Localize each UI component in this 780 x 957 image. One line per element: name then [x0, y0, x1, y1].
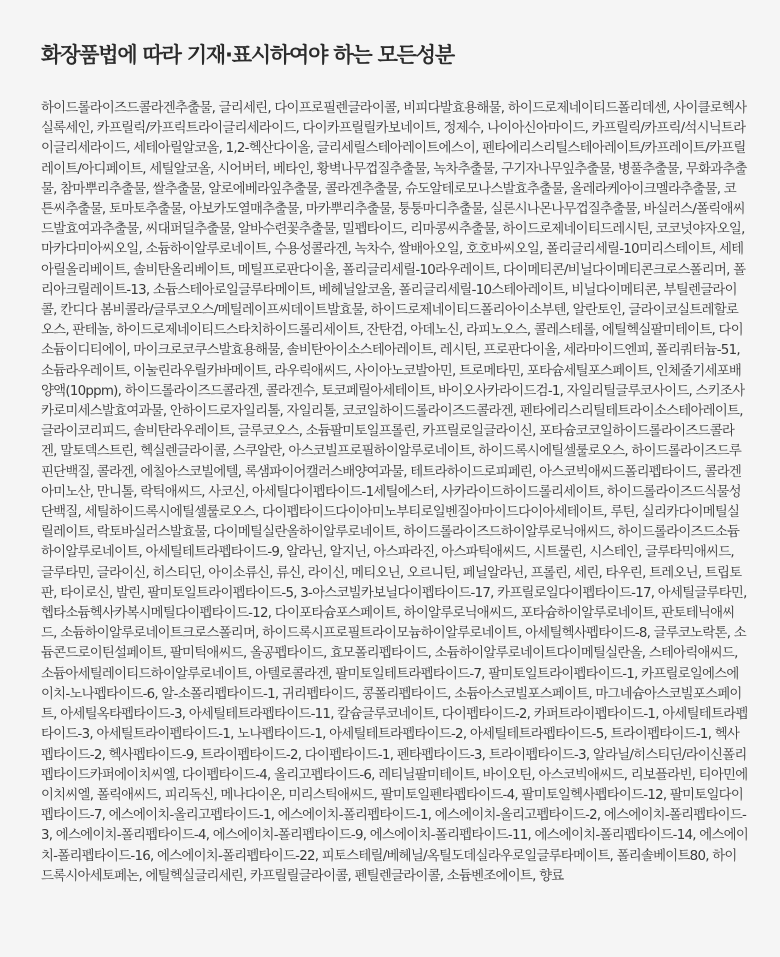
- page-title: 화장품법에 따라 기재·표시하여야 하는 모든성분: [41, 43, 454, 67]
- ingredients-list: 하이드롤라이즈드콜라겐추출물, 글리세린, 다이프로필렌글라이콜, 비피다발효용해물, 하이드로제네이티드폴리데센, 사이클로헥사실록세인, 카프릴릭/카프릭트라이글리세라이드, 다이카프릴릴카보네이트, 정제수, 나이아신아마이드, 카프릴릭/카프릭/석시닉트라이글리세라이드, 세테아릴알코올, 1,2-헥산다이올, 글리세릴스테아레이트에스이, 펜타에리스리틸스테아레이트/카프레이트/카프릴레이트/아디페이트, 세틸알코올, 시어버터, 베타인, 황벽나무껍질추출물, 녹차추출물, 구기자나무잎추출물, 병풀추출물, 무화과추출물, 참마뿌리추출물, 쌀추출물, 알로에베라잎추출물, 콜라겐추출물, 슈도알테로모나스발효추출물, 올레라케아이크멜라추출물, 코튼씨추출물, 토마토추출물, 아보카도열매추출물, 마카뿌리추출물, 퉁퉁마디추출물, 실론시나몬나무껍질추출물, 바실러스/폴릭애씨드발효여과추출물, 씨대퍼딜추출물, 알바수련꽃추출물, 밀펩타이드, 리마콩씨추출물, 하이드로제네이티드레시틴, 코코넛야자오일, 마카다미아씨오일, 소듐하이알루로네이트, 수용성콜라겐, 녹차수, 쌀배아오일, 호호바씨오일, 폴리글리세릴-10미리스테이트, 세테아릴올리베이트, 솔비탄올리베이트, 메틸프로판다이올, 폴리글리세릴-10라우레이트, 다이메티콘/비닐다이메티콘크로스폴리머, 폴리아크릴레이트-13, 소듐스테아로일글루타메이트, 베헤닐알코올, 폴리글리세릴-10스테아레이트, 비닐다이메티콘, 부틸렌글라이콜, 칸디다 봄비콜라/글루코오스/메틸레이프씨데이트발효물, 하이드로제네이티드폴리아이소부텐, 알란토인, 글라이코실트레할로오스, 판테놀, 하이드로제네이티드스타치하이드롤리세이트, 잔탄검, 아데노신, 라피노오스, 콜레스테롤, 에틸헥실팔미테이트, 다이소듐이디티에이, 마이크로코쿠스발효용해물, 솔비탄아이소스테아레이트, 레시틴, 프로판다이올, 세라마이드엔피, 폴리쿼터늄-51, 소듐라우레이트, 이눌린라우릴카바메이트, 라우릭애씨드, 사이아노코발아민, 트로메타민, 포타슘세틸포스페이트, 인체줄기세포배양액(10ppm), 하이드롤라이즈드콜라겐, 콜라겐수, 토코페릴아세테이트, 바이오사카라이드검-1, 자일리틸글루코사이드, 스키조사카로미세스발효여과물, 안하이드로자일리톨, 자일리톨, 코코일하이드롤라이즈드콜라겐, 펜타에리스리틸테트라이소스테아레이트, 글라이코리피드, 솔비탄라우레이트, 글루코오스, 소듐팔미토일프롤린, 카프릴로일글라이신, 포타슘코코일하이드롤라이즈드콜라겐, 말토덱스트린, 헥실렌글라이콜, 스쿠알란, 아스코빌프로필하이알루로네이트, 하이드록시에틸셀룰로오스, 하이드롤라이즈드루핀단백질, 콜라겐, 에칠아스코빌에텔, 록샘파이어캘러스배양여과물, 테트라하이드로피페린, 아스코빅애씨드폴리펩타이드, 콜라겐아미노산, 만니톨, 락틱애씨드, 사코신, 아세틸다이펩타이드-1세틸에스터, 사카라이드하이드롤리세이트, 하이드롤라이즈드식물성단백질, 세틸하이드록시에틸셀룰로오스, 다이펩타이드다이아미노부티로일벤질아마이드다이아세테이트, 루틴, 실리카다이메틸실릴레이트, 락토바실러스발효물, 다이메틸실란올하이알루로네이트, 하이드롤라이즈드하이알루로닉애씨드, 하이드롤라이즈드소듐하이알루로네이트, 아세틸테트라펩타이드-9, 알라닌, 알지닌, 아스파라진, 아스파틱애씨드, 시트룰린, 시스테인, 글루타믹애씨드, 글루타민, 글라이신, 히스티딘, 아이소류신, 류신, 라이신, 메티오닌, 오르니틴, 페닐알라닌, 프롤린, 세린, 타우린, 트레오닌, 트립토판, 타이로신, 발린, 팔미토일트라이펩타이드-5, 3-아스코빌카보닐다이펩타이드-17, 카프릴로일다이펩타이드-17, 아세틸글루타민, 헵타소듐헥사카복시메틸다이펩타이드-12, 다이포타슘포스페이트, 하이알루로닉애씨드, 포타슘하이알루로네이트, 판토테닉애씨드, 소듐하이알루로네이트크로스폴리머, 하이드록시프로필트라이모늄하이알루로네이트, 아세틸헥사펩타이드-8, 글루코노락톤, 소듐콘드로이틴설페이트, 팔미틱애씨드, 올공펩타이드, 효모폴리펩타이드, 소듐하이알루로네이트다이메틸실란올, 스테아릭애씨드, 소듐아세틸레이티드하이알루로네이트, 아텔로콜라겐, 팔미토일테트라펩타이드-7, 팔미토일트라이펩타이드-1, 카프릴로일에스에이치-노나펩타이드-6, 알-소폴리펩타이드-1, 귀리펩타이드, 콩폴리펩타이드, 소듐아스코빌포스페이트, 마그네슘아스코빌포스페이트, 아세틸옥타펩타이드-3, 아세틸테트라펩타이드-11, 칼슘글루코네이트, 다이펩타이드-2, 카퍼트라이펩타이드-1, 아세틸테트라펩타이드-3, 아세틸트라이펩타이드-1, 노나펩타이드-1, 아세틸테트라펩타이드-2, 아세틸테트라펩타이드-5, 트라이펩타이드-1, 헥사펩타이드-2, 헥사펩타이드-9, 트라이펩타이드-2, 다이펩타이드-1, 펜타펩타이드-3, 트라이펩타이드-3, 알라닐/히스티딘/라이신폴리펩타이드카퍼에이치씨엘, 다이펩타이드-4, 올리고펩타이드-6, 레티닐팔미테이트, 바이오틴, 아스코빅애씨드, 리보플라빈, 티아민에이치씨엘, 폴릭애씨드, 피리독신, 메나다이온, 미리스틱애씨드, 팔미토일펜타펩타이드-4, 팔미토일헥사펩타이드-12, 팔미토일다이펩타이드-7, 에스에이치-올리고펩타이드-1, 에스에이치-폴리펩타이드-1, 에스에이치-올리고펩타이드-2, 에스에이치-폴리펩타이드-3, 에스에이치-폴리펩타이드-4, 에스에이치-폴리펩타이드-9, 에스에이치-폴리펩타이드-11, 에스에이치-폴리펩타이드-14, 에스에이치-폴리펩타이드-16, 에스에이치-폴리펩타이드-22, 피토스테릴/베헤닐/옥틸도데실라우로일글루타메이트, 폴리솔베이트80, 하이드록시아세토페논, 에틸헥실글리세린, 카프릴릴글라이콜, 펜틸렌글라이콜, 소듐벤조에이트, 향료: [41, 101, 748, 884]
